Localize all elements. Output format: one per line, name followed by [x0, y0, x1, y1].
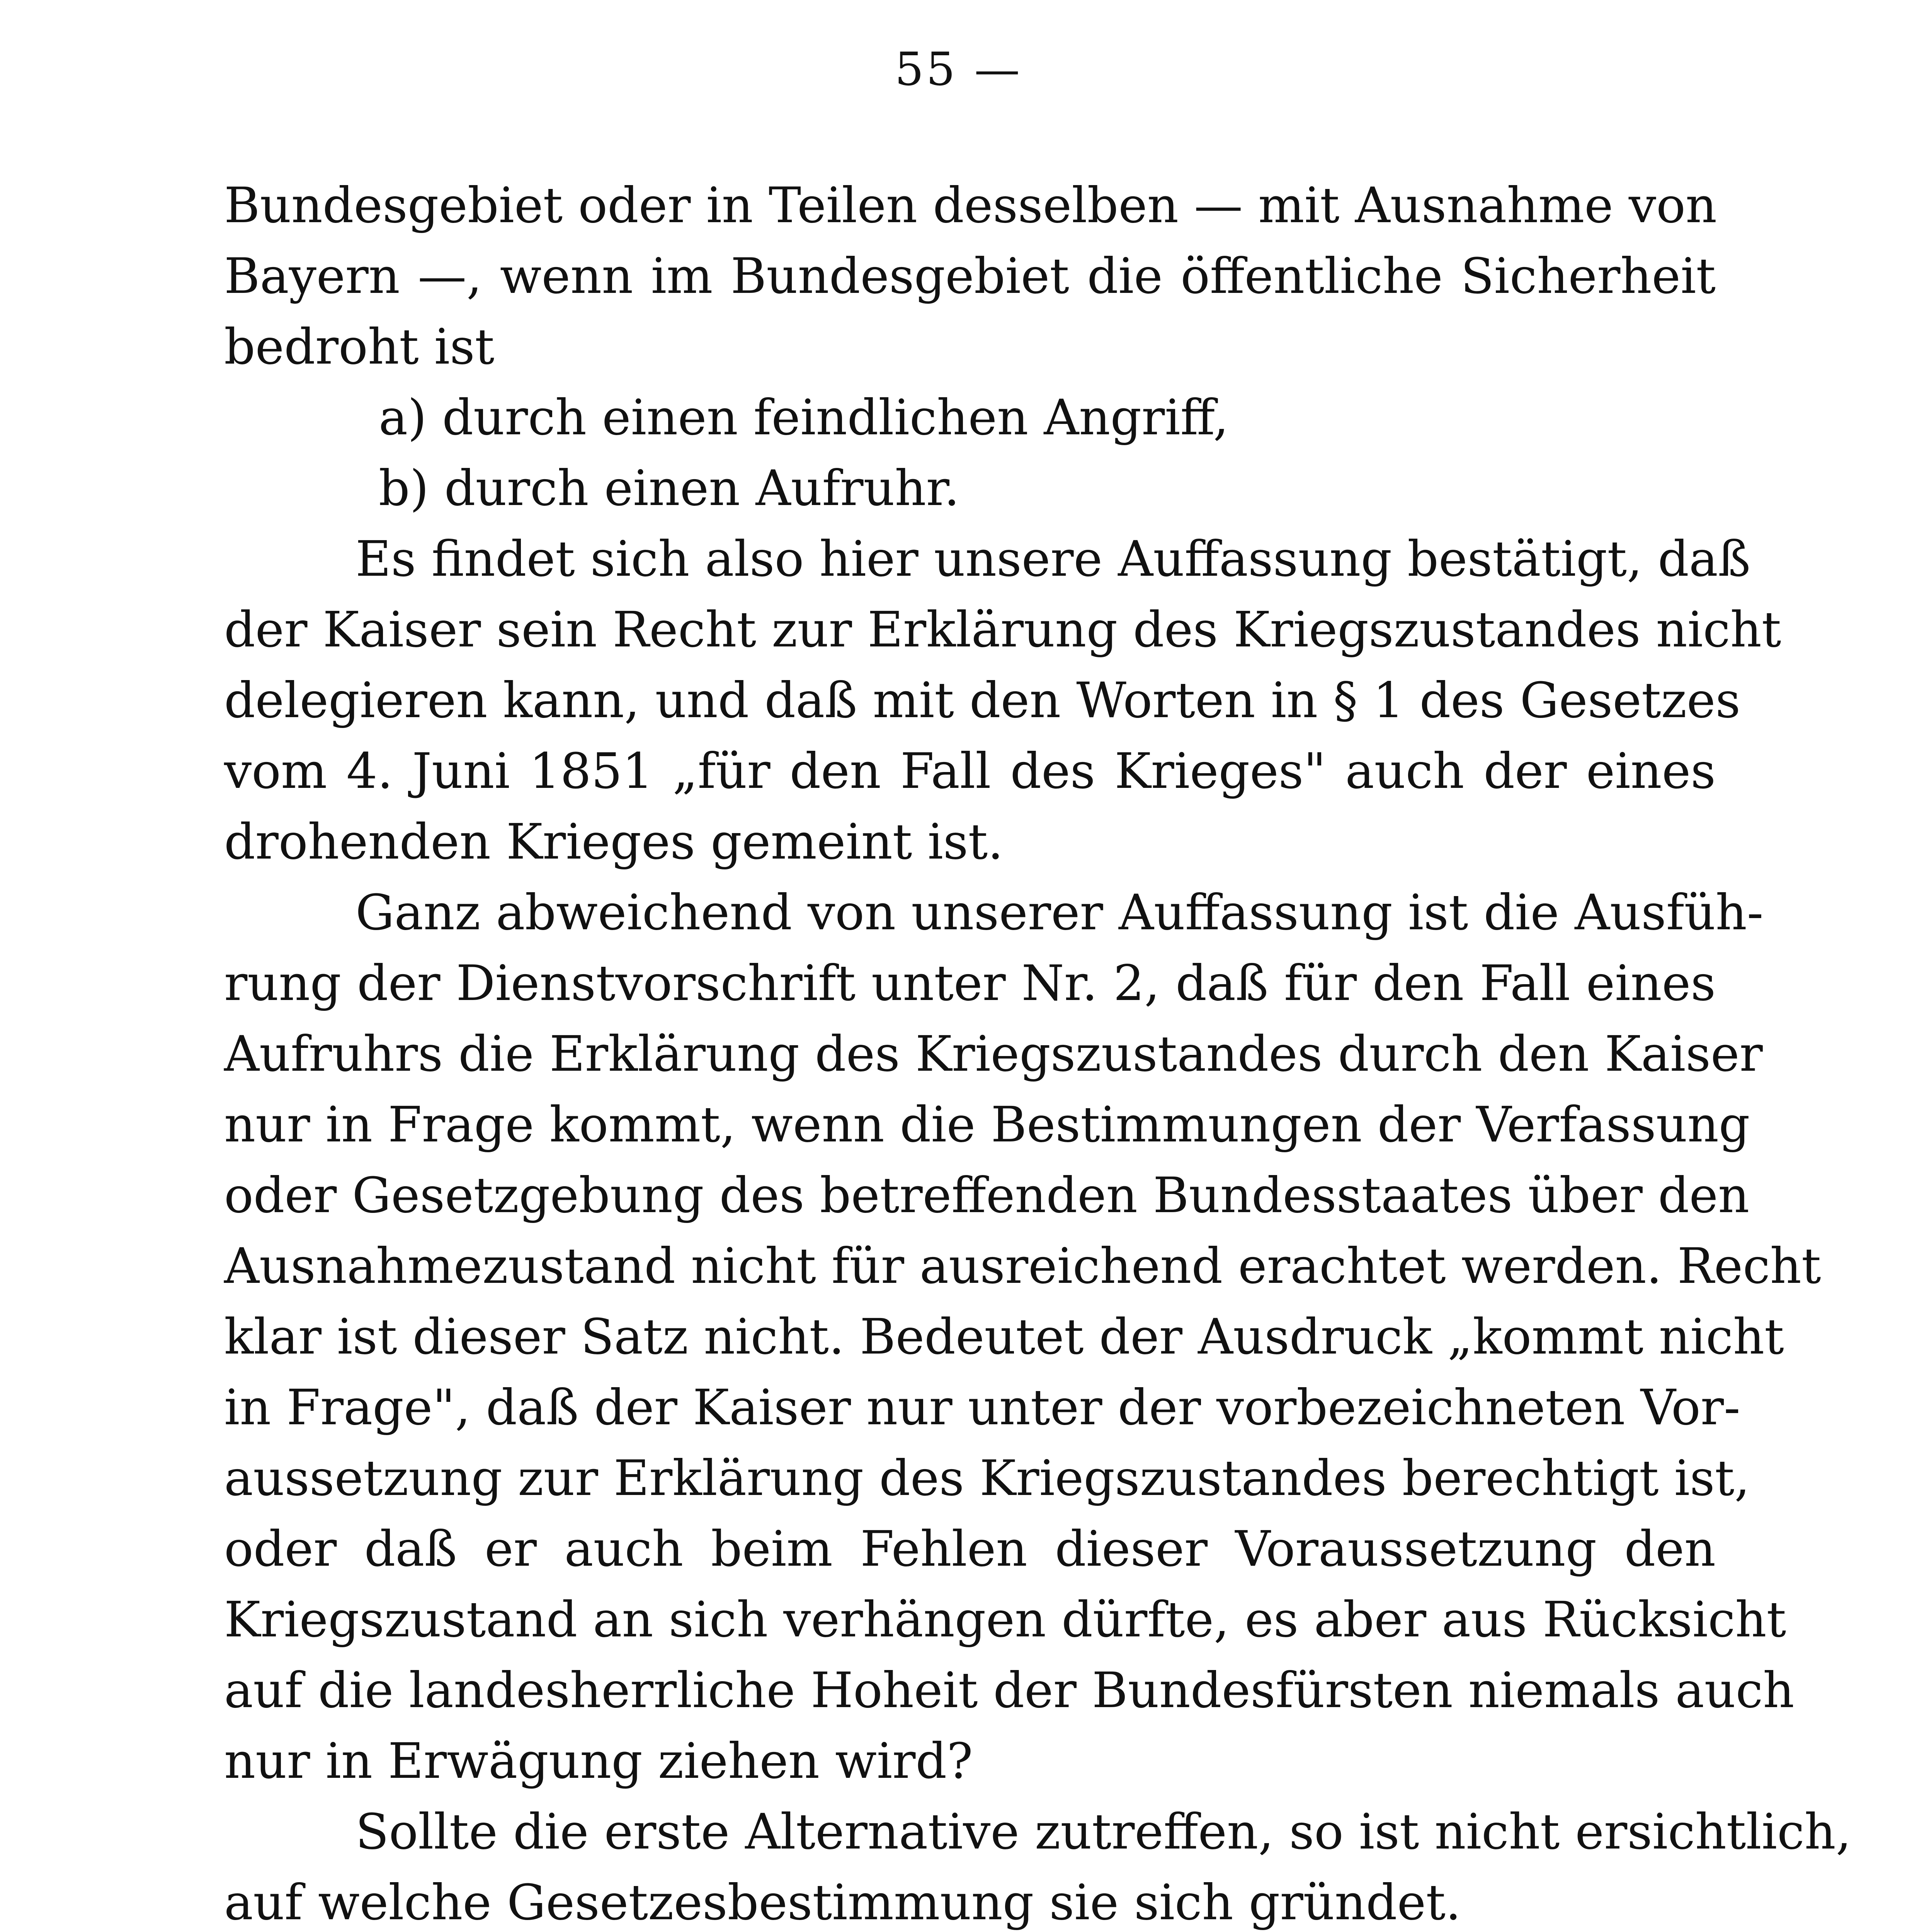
- text-line: delegieren kann, und daß mit den Worten in § 1 des Gesetzes: [224, 672, 1741, 729]
- text-line: b) durch einen Aufruhr.: [379, 460, 960, 517]
- text-line: bedroht ist: [224, 318, 495, 375]
- text-line: a) durch einen feindlichen Angriff,: [379, 389, 1229, 446]
- text-line: klar ist dieser Satz nicht. Bedeutet der Ausdruck „kommt nicht: [224, 1308, 1784, 1365]
- text-line: rung der Dienstvorschrift unter Nr. 2, daß für den Fall eines: [224, 955, 1716, 1012]
- text-line: Aufruhrs die Erklärung des Kriegszustandes durch den Kaiser: [224, 1026, 1763, 1082]
- text-line: Ausnahmezustand nicht für ausreichend erachtet werden. Recht: [224, 1238, 1821, 1294]
- text-line: Es findet sich also hier unsere Auffassung bestätigt, daß: [356, 531, 1751, 587]
- body-text: [224, 170, 1851, 1932]
- text-line: nur in Erwägung ziehen wird?: [224, 1733, 973, 1789]
- page-number: 55 —: [895, 43, 1022, 96]
- text-line: in Frage", daß der Kaiser nur unter der vorbezeichneten Vor-: [224, 1379, 1740, 1436]
- text-line: Bayern —, wenn im Bundesgebiet die öffentliche Sicherheit: [224, 248, 1716, 304]
- text-line: Sollte die erste Alternative zutreffen, so ist nicht ersichtlich,: [356, 1803, 1851, 1860]
- text-line: Kriegszustand an sich verhängen dürfte, es aber aus Rücksicht: [224, 1591, 1786, 1648]
- text-line: aussetzung zur Erklärung des Kriegszustandes berechtigt ist,: [224, 1450, 1750, 1507]
- text-line: Bundesgebiet oder in Teilen desselben — mit Ausnahme von: [224, 177, 1717, 234]
- text-line: Ganz abweichend von unserer Auffassung ist die Ausfüh-: [356, 884, 1764, 941]
- text-line: oder Gesetzgebung des betreffenden Bundesstaates über den: [224, 1167, 1750, 1224]
- text-line: auf die landesherrliche Hoheit der Bundesfürsten niemals auch: [224, 1662, 1795, 1719]
- text-line: oder daß er auch beim Fehlen dieser Voraussetzung den: [224, 1520, 1716, 1577]
- text-line: nur in Frage kommt, wenn die Bestimmungen der Verfassung: [224, 1096, 1750, 1153]
- text-line: auf welche Gesetzesbestimmung sie sich gründet.: [224, 1874, 1461, 1931]
- text-line: vom 4. Juni 1851 „für den Fall des Krieges" auch der eines: [224, 743, 1716, 799]
- text-line: der Kaiser sein Recht zur Erklärung des Kriegszustandes nicht: [224, 601, 1781, 658]
- text-line: drohenden Krieges gemeint ist.: [224, 813, 1004, 870]
